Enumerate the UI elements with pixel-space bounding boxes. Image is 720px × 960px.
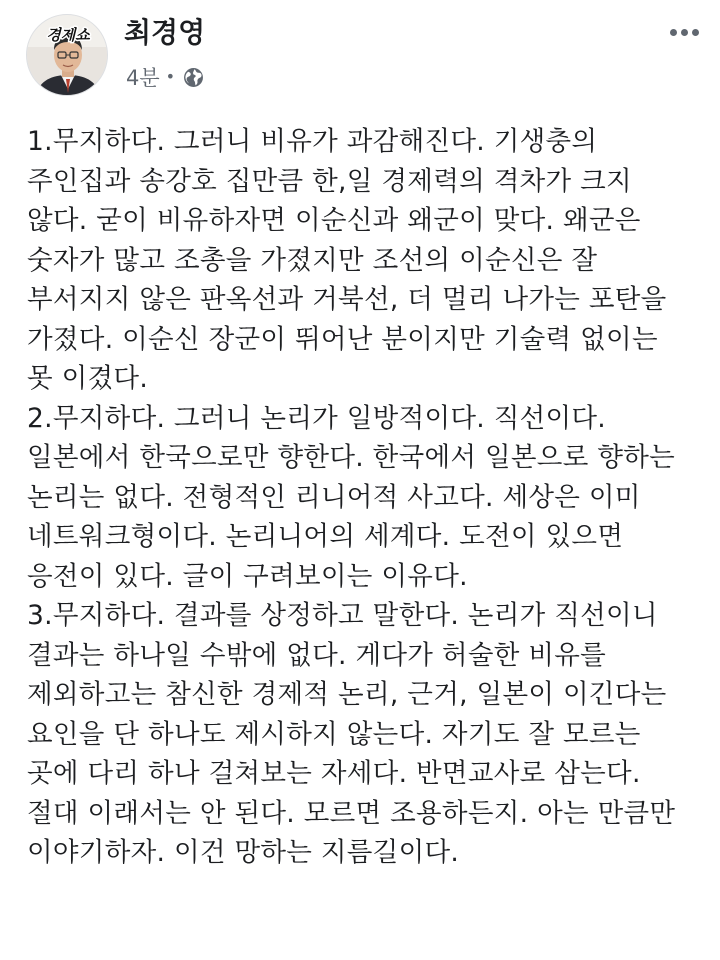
post-text-line: 2.무지하다. 그러니 논리가 일방적이다. 직선이다. (27, 402, 607, 434)
post-text-line: 일본에서 한국으로만 향한다. 한국에서 일본으로 향하는 (27, 442, 676, 473)
post-header (0, 0, 720, 110)
more-options-button[interactable] (662, 18, 706, 46)
post-text-line: 논리는 없다. 전형적인 리니어적 사고다. 세상은 이미 (27, 481, 641, 513)
more-dot (681, 29, 688, 36)
post-meta (126, 62, 204, 92)
post-text-line: 부서지지 않은 판옥선과 거북선, 더 멀리 나가는 포탄을 (27, 284, 667, 315)
post-text-line: 3.무지하다. 결과를 상정하고 말한다. 논리가 직선이니 (27, 600, 658, 631)
post-text-line: 1.무지하다. 그러니 비유가 과감해진다. 기생충의 (27, 126, 598, 157)
post-text-line: 응전이 있다. 글이 구려보이는 이유다. (27, 560, 468, 592)
post-text-line: 주인집과 송강호 집만큼 한,일 경제력의 격차가 크지 (27, 165, 632, 197)
avatar[interactable] (26, 14, 108, 96)
globe-icon[interactable] (183, 67, 204, 88)
post-text-line: 네트워크형이다. 논리니어의 세계다. 도전이 있으면 (27, 521, 624, 552)
profile-photo (27, 15, 108, 96)
author-name[interactable]: 최경영 (124, 16, 206, 49)
meta-separator: • (165, 67, 176, 86)
post-text (27, 122, 717, 873)
more-dot (670, 29, 677, 36)
post-text-line: 이야기하자. 이건 망하는 지름길이다. (27, 837, 460, 868)
post-text-line: 가졌다. 이순신 장군이 뛰어난 분이지만 기술력 없이는 (27, 323, 658, 355)
post-text-line: 제외하고는 참신한 경제적 논리, 근거, 일본이 이긴다는 (27, 679, 667, 710)
post-text-line: 절대 이래서는 안 된다. 모르면 조용하든지. 아는 만큼만 (27, 797, 676, 829)
more-dot (692, 29, 699, 36)
post-text-line: 요인을 단 하나도 제시하지 않는다. 자기도 잘 모르는 (27, 718, 641, 750)
post-text-line: 못 이겼다. (27, 363, 149, 394)
post-text-line: 숫자가 많고 조총을 가졌지만 조선의 이순신은 잘 (27, 244, 598, 276)
post-text-line: 곳에 다리 하나 걸쳐보는 자세다. 반면교사로 삼는다. (27, 758, 641, 789)
post-text-line: 않다. 굳이 비유하자면 이순신과 왜군이 맞다. 왜군은 (27, 205, 641, 236)
timestamp[interactable]: 4분 (126, 66, 160, 90)
post-text-line: 결과는 하나일 수밖에 없다. 게다가 허술한 비유를 (27, 639, 607, 671)
avatar-logo-text: 경제쇼 (46, 26, 90, 44)
